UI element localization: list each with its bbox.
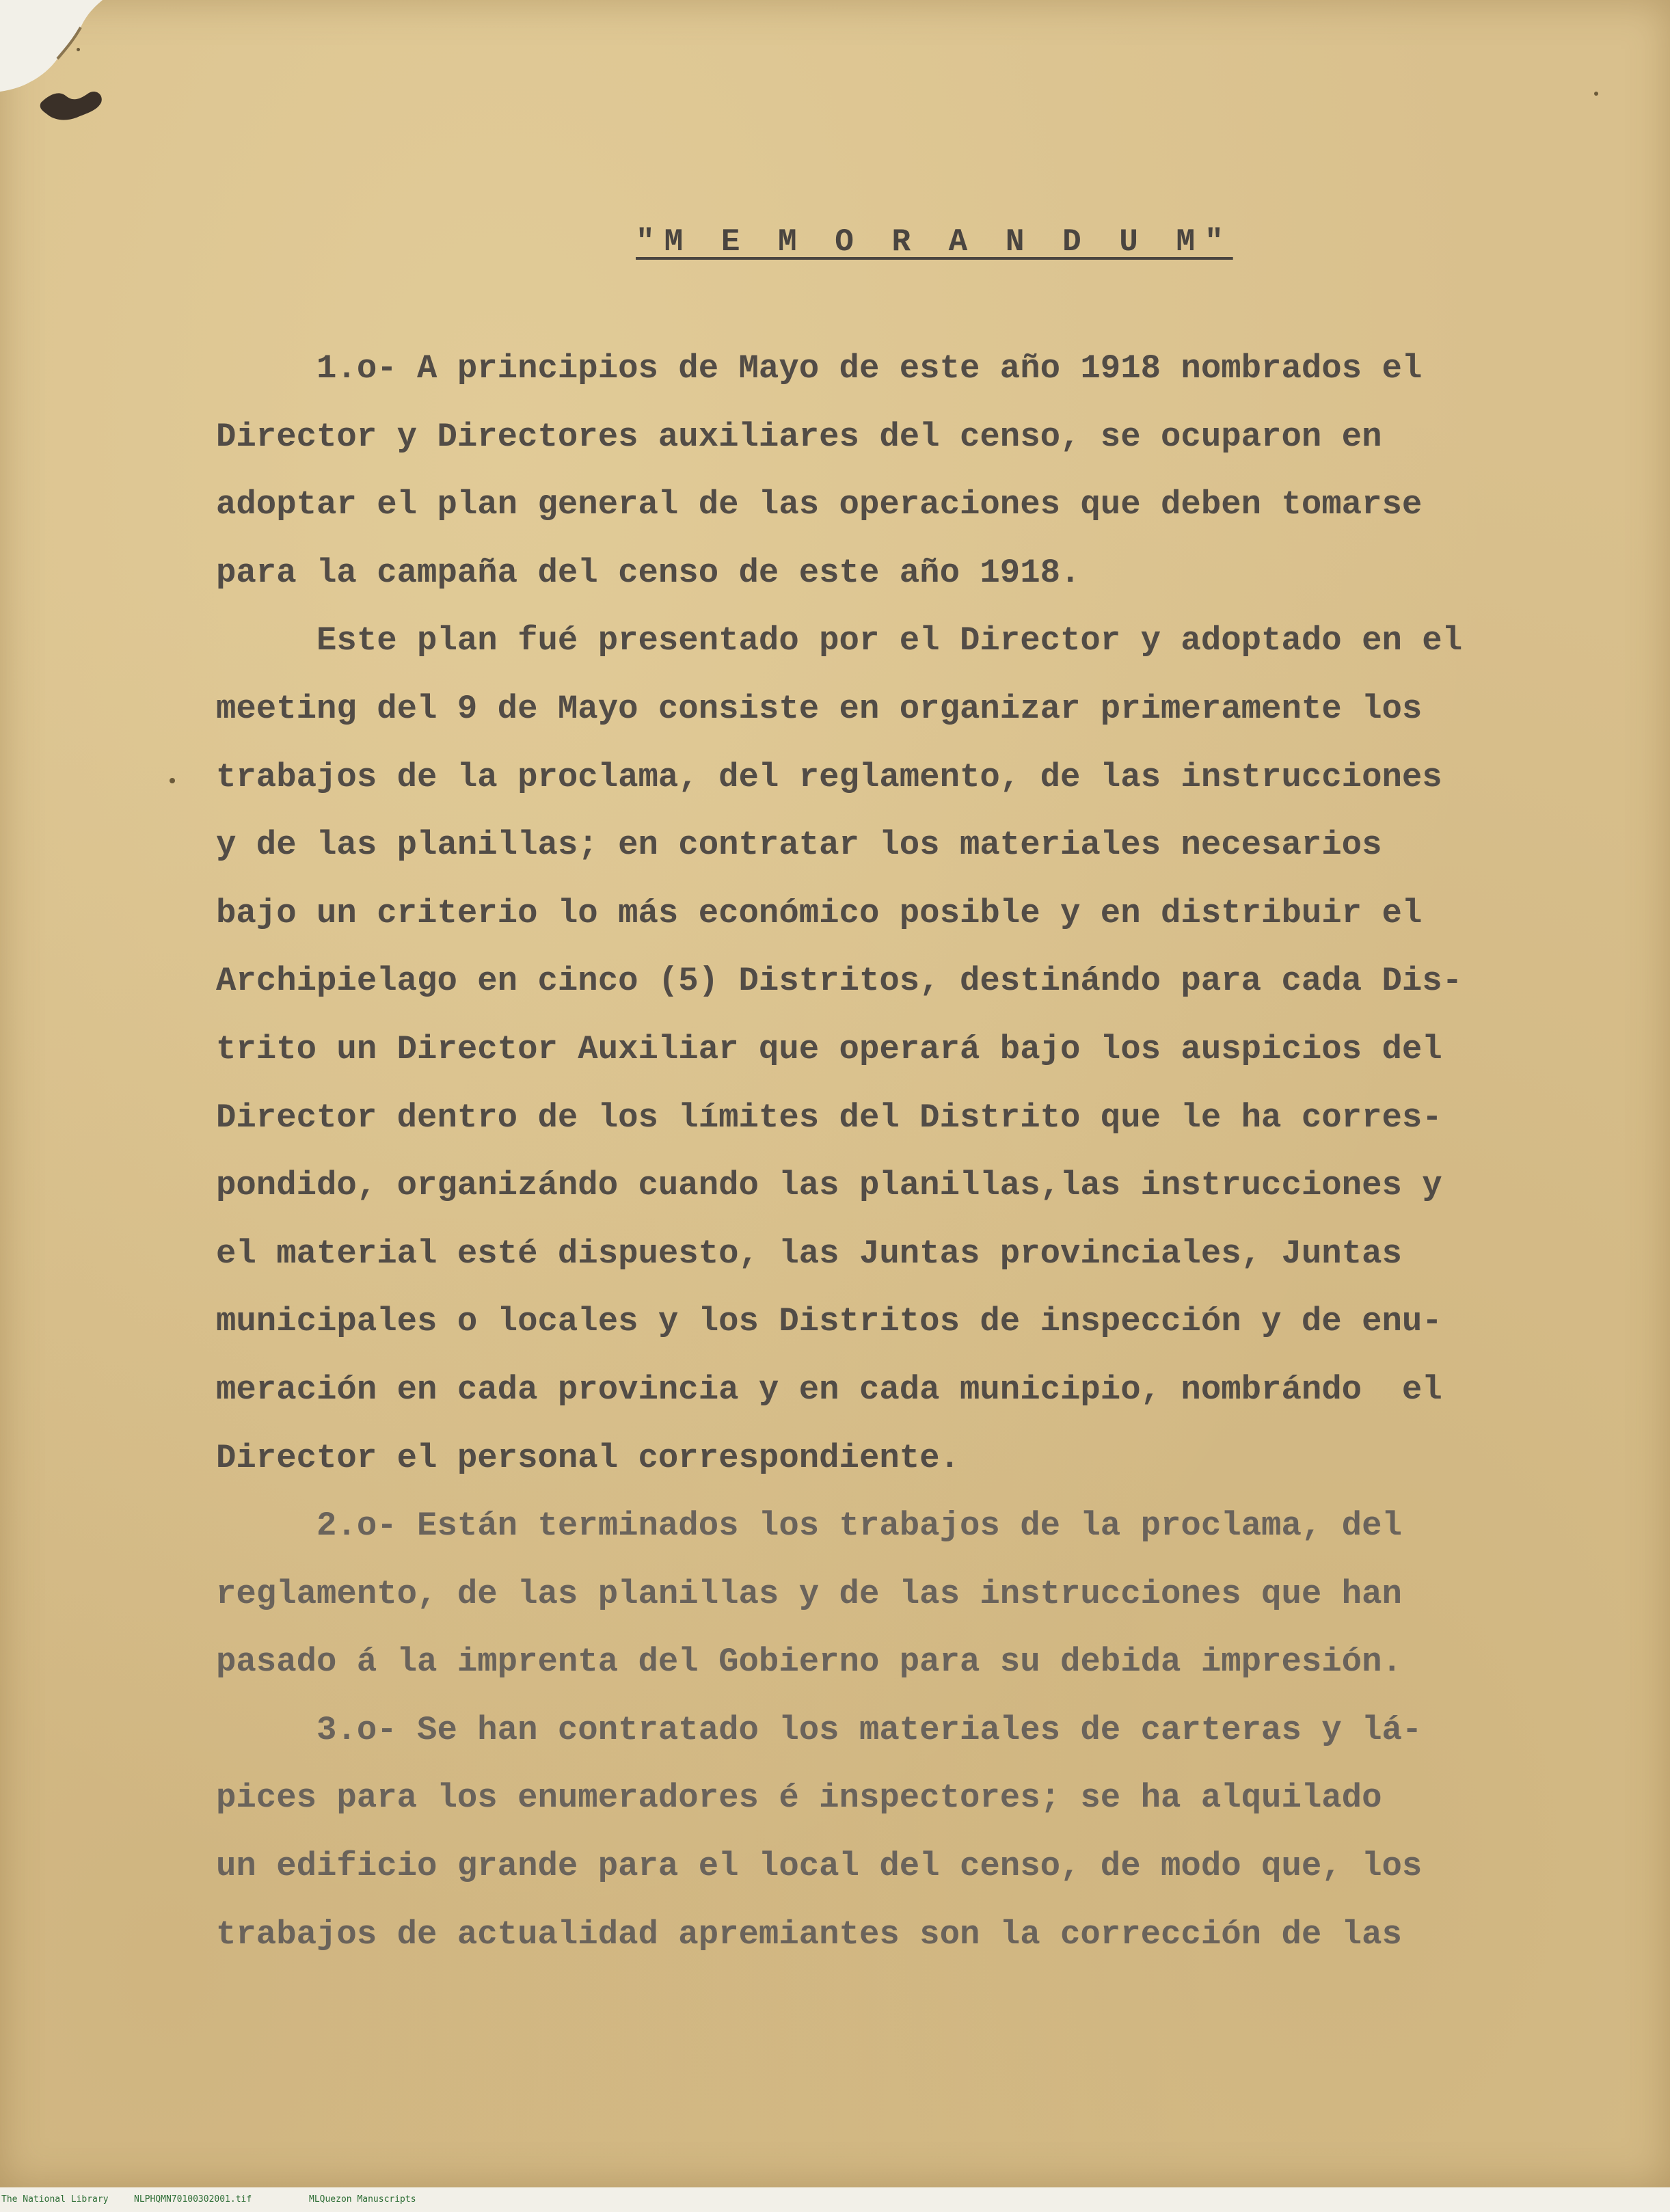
text-line: municipales o locales y los Distritos de inspección y de enu- bbox=[216, 1302, 1442, 1341]
text-line: meración en cada provincia y en cada municipio, nombrándo el bbox=[216, 1370, 1442, 1409]
text-line: trabajos de actualidad apremiantes son la corrección de las bbox=[216, 1915, 1402, 1954]
text-line: 2.o- Están terminados los trabajos de la proclama, del bbox=[216, 1507, 1402, 1546]
text-line: pasado á la imprenta del Gobierno para su debida impresión. bbox=[216, 1643, 1402, 1682]
text-line: Este plan fué presentado por el Director y adoptado en el bbox=[216, 621, 1463, 660]
text-line: reglamento, de las planillas y de las instrucciones que han bbox=[216, 1574, 1402, 1613]
ink-speck bbox=[1594, 92, 1598, 96]
ink-speck bbox=[170, 778, 175, 783]
scan-footer-strip bbox=[0, 2187, 1670, 2212]
memorandum-title: "M E M O R A N D U M" bbox=[636, 224, 1233, 260]
text-line: pondido, organizándo cuando las planillas,las instrucciones y bbox=[216, 1166, 1442, 1205]
text-line: y de las planillas; en contratar los materiales necesarios bbox=[216, 826, 1382, 865]
footer-collection: MLQuezon Manuscripts bbox=[309, 2194, 416, 2204]
text-line: trabajos de la proclama, del reglamento, de las instrucciones bbox=[216, 757, 1442, 796]
text-line: el material esté dispuesto, las Juntas provinciales, Juntas bbox=[216, 1234, 1402, 1273]
text-line: 1.o- A principios de Mayo de este año 1918 nombrados el bbox=[216, 349, 1423, 388]
text-line: Director y Directores auxiliares del censo, se ocuparon en bbox=[216, 417, 1382, 456]
text-line: Director el personal correspondiente. bbox=[216, 1438, 960, 1477]
text-line: adoptar el plan general de las operaciones que deben tomarse bbox=[216, 485, 1423, 524]
memorandum-body bbox=[216, 335, 1528, 1969]
text-line: para la campaña del censo de este año 1918. bbox=[216, 553, 1081, 592]
text-line: pices para los enumeradores é inspectores; se ha alquilado bbox=[216, 1779, 1382, 1818]
text-line: trito un Director Auxiliar que operará bajo los auspicios del bbox=[216, 1029, 1442, 1068]
footer-library-name: The National Library bbox=[1, 2194, 109, 2204]
text-line: un edificio grande para el local del censo, de modo que, los bbox=[216, 1847, 1423, 1886]
text-line: Director dentro de los límites del Distrito que le ha corres- bbox=[216, 1098, 1442, 1137]
ink-speck bbox=[77, 48, 80, 51]
footer-file-id: NLPHQMN70100302001.tif bbox=[134, 2194, 252, 2204]
text-line: 3.o- Se han contratado los materiales de carteras y lá- bbox=[216, 1710, 1423, 1749]
text-line: bajo un criterio lo más económico posible y en distribuir el bbox=[216, 893, 1423, 932]
text-line: meeting del 9 de Mayo consiste en organizar primeramente los bbox=[216, 689, 1423, 728]
text-line: Archipielago en cinco (5) Distritos, destinándo para cada Dis- bbox=[216, 962, 1463, 1001]
torn-corner-damage bbox=[0, 0, 130, 137]
